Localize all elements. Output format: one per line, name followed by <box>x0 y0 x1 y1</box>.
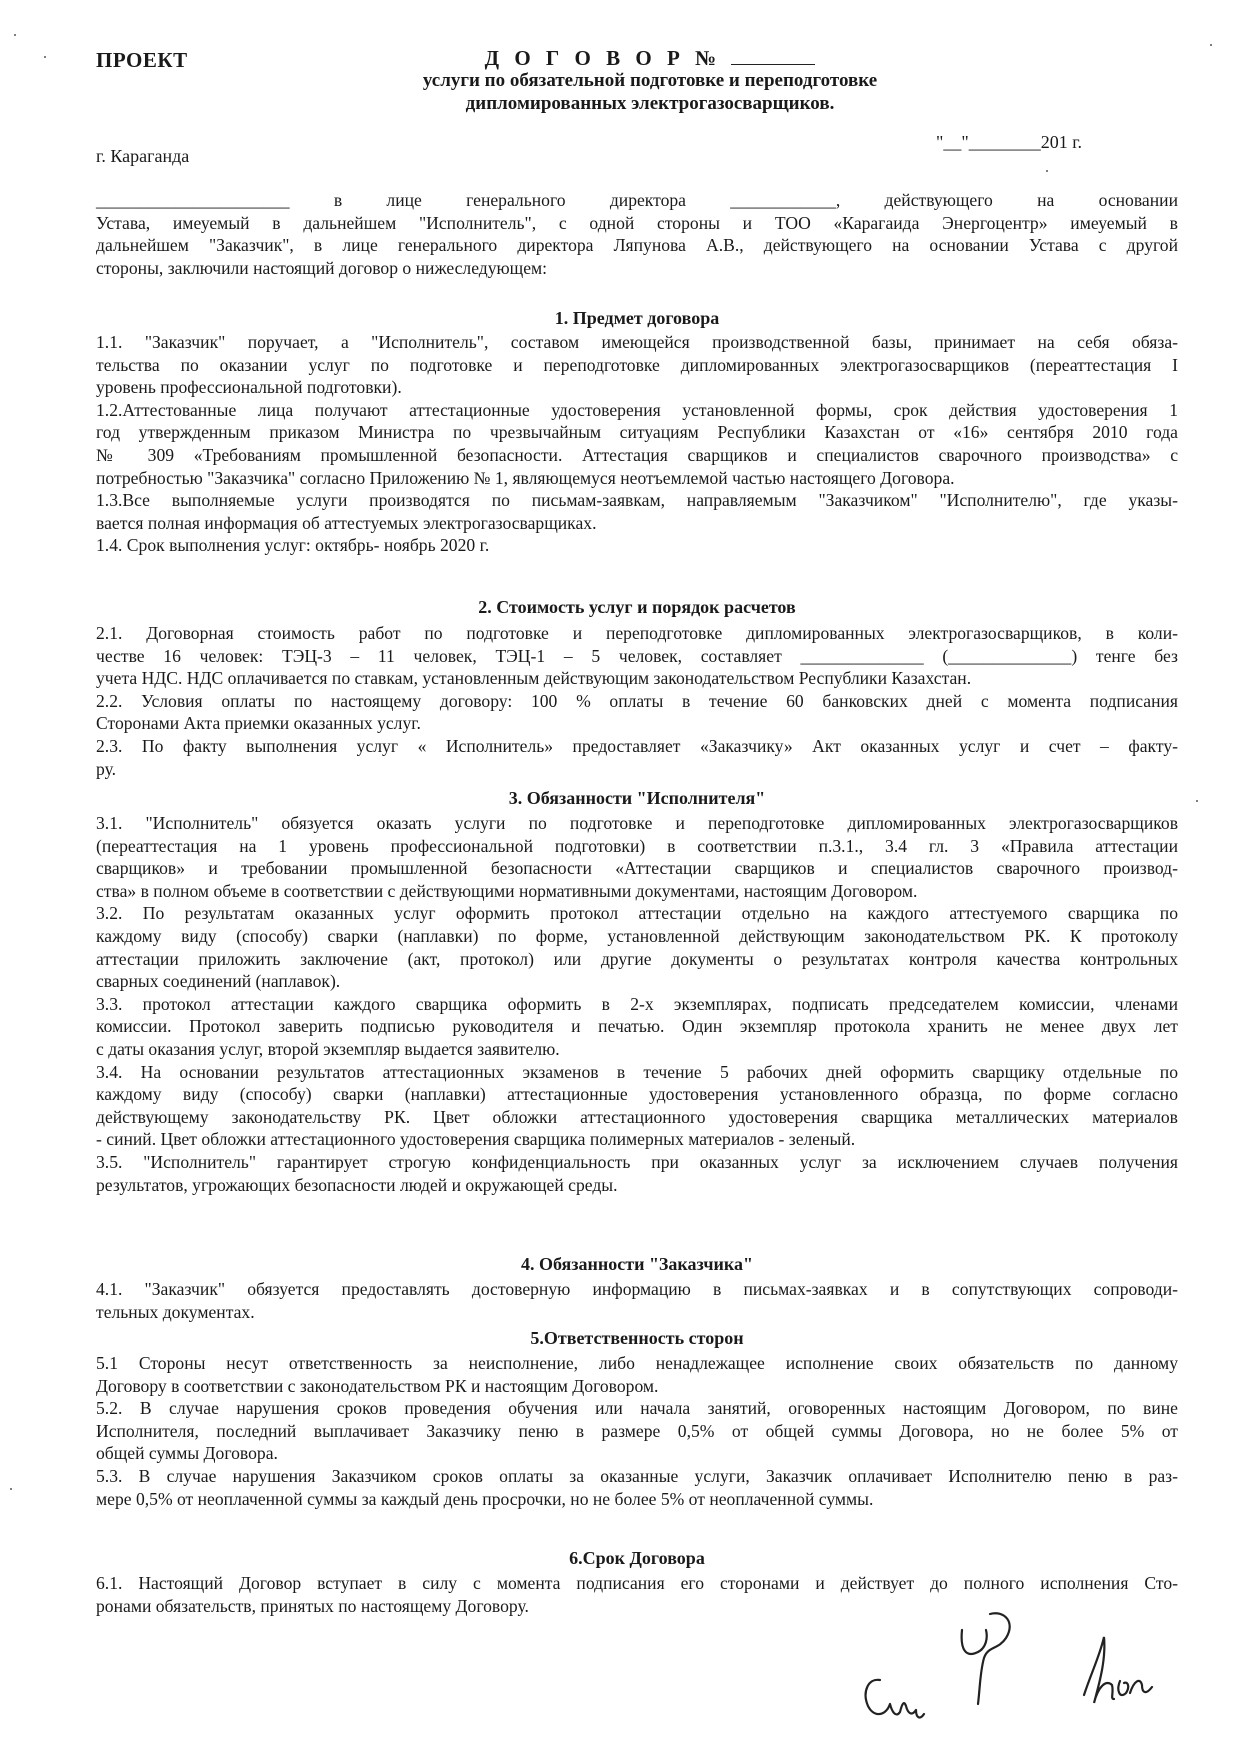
section-line: 3.2. По результатам оказанных услуг оформить протокол аттестации отдельно на каждого аттестуемого сварщика по <box>96 903 1178 924</box>
section-title: 4. Обязанности "Заказчика" <box>520 1254 754 1274</box>
section-line: действующему законодательству РК. Цвет обложки аттестационного удостоверения сварщика металлических материалов <box>96 1106 1178 1127</box>
preamble-line: ______________________ в лице генерального директора ____________, действующего на основании <box>96 190 1178 210</box>
section-line: 1.1. "Заказчик" поручает, а "Исполнитель", составом имеющейся производственной базы, принимает на себя обяза- <box>96 332 1178 352</box>
section-line: каждому виду (способу) сварки (наплавки) по форме, установленной действующим законодательством РК. К протоколу <box>96 925 1178 946</box>
section-line: 3.4. На основании результатов аттестационных экзаменов в течение 5 рабочих дней оформить сварщику отдельные по <box>96 1061 1178 1082</box>
section-line: 3.3. протокол аттестации каждого сварщика оформить в 2-х экземплярах, подписать председателем комиссии, членами <box>96 993 1178 1014</box>
section-title: 6.Срок Договора <box>569 1548 705 1568</box>
section-line: сварных соединений (наплавок). <box>96 971 341 992</box>
preamble-line: Устава, имеуемый в дальнейшем "Исполнитель", с одной стороны и ТОО «Карагаида Энергоцентр» имеуемый в <box>96 212 1178 233</box>
date: "__"________201 г. <box>936 132 1083 152</box>
section-line: 2.3. По факту выполнения услуг « Исполнитель» предоставляет «Заказчику» Акт оказанных услуг и счет – факту- <box>96 735 1178 756</box>
signature-initial-1 <box>850 1620 930 1730</box>
section-line: 5.3. В случае нарушения Заказчиком сроков оплаты за оказанные услуги, Заказчик оплачивает Исполнителю пеню в раз- <box>96 1465 1178 1486</box>
section-line: результатов, угрожающих безопасности людей и окружающей среды. <box>96 1174 618 1195</box>
preamble <box>96 189 1178 279</box>
signature-initial-2 <box>950 1600 1030 1710</box>
section-body <box>96 812 1178 1196</box>
document-subtitle-line1: услуги по обязательной подготовке и переподготовке <box>422 70 878 91</box>
section-line: Сторонами Акта приемки оказанных услуг. <box>96 713 421 734</box>
section-line: ства» в полном объеме в соответствии с действующими нормативными документами, настоящим Договором. <box>96 880 918 901</box>
section-body <box>96 1352 1178 1510</box>
section-line: 2.1. Договорная стоимость работ по подготовке и переподготовке дипломированных электрогазосварщиков, в коли- <box>96 623 1178 643</box>
section-line: честве 16 человек: ТЭЦ-3 – 11 человек, ТЭЦ-1 – 5 человек, составляет ______________ (______________) тенге без <box>96 645 1178 666</box>
section-line: общей суммы Договора. <box>96 1443 278 1464</box>
section-line: 3.5. "Исполнитель" гарантирует строгую конфиденциальность при оказанных услуг за исключением случаев получения <box>96 1151 1178 1172</box>
section-line: тельства по оказании услуг по подготовке и переподготовке дипломированных электрогазосварщиков (переаттестация I <box>96 354 1178 375</box>
section-line: (переаттестация на 1 уровень профессиональной подготовки) в соответствии п.3.1., 3.4 гл. 3 «Правила аттестации <box>96 835 1178 856</box>
scan-speck <box>44 56 46 58</box>
section-line: Договору в соответствии с законодательством РК и настоящим Договором. <box>96 1375 659 1396</box>
section-line: тельных документах. <box>96 1301 255 1322</box>
section-line: 4.1. "Заказчик" обязуется предоставлять достоверную информацию в письмах-заявках и в сопутствующих сопроводи- <box>96 1279 1178 1299</box>
section-line: уровень профессиональной подготовки). <box>96 377 402 398</box>
section-line: 1.3.Все выполняемые услуги производятся по письмам-заявкам, направляемым "Заказчиком" "Исполнителю", где указы- <box>96 490 1178 511</box>
section-line: ру. <box>96 758 116 779</box>
draft-label: ПРОЕКТ <box>96 48 188 72</box>
section-line: потребностью "Заказчика" согласно Приложению № 1, являющемуся неотъемлемой частью настоящего Договора. <box>96 467 955 488</box>
section-line: 3.1. "Исполнитель" обязуется оказать услуги по подготовке и переподготовке дипломированных электрогазосварщиков <box>96 813 1178 833</box>
section-line: сварщиков» и требовании промышленной безопасности «Аттестации сварщиков и специалистов сварочного производ- <box>96 858 1178 879</box>
section-title: 1. Предмет договора <box>554 308 720 328</box>
section-line: 5.1 Стороны несут ответственность за неисполнение, либо ненадлежащее исполнение своих обязательств по данному <box>96 1353 1178 1373</box>
section-line: вается полная информация об аттестуемых электрогазосварщиках. <box>96 512 597 533</box>
section-line: 5.2. В случае нарушения сроков проведения обучения или начала занятий, оговоренных настоящим Договором, по вине <box>96 1398 1178 1419</box>
section-title: 2. Стоимость услуг и порядок расчетов <box>478 597 796 617</box>
section-body <box>96 331 1178 557</box>
section-line: 1.4. Срок выполнения услуг: октябрь- ноябрь 2020 г. <box>96 535 490 556</box>
preamble-line: стороны, заключили настоящий договор о нижеследующем: <box>96 257 548 278</box>
document-title <box>0 46 1240 71</box>
section-line: аттестации приложить заключение (акт, протокол) или другие документы о результатах контроля качества контрольных <box>96 948 1178 969</box>
section-line: № 309 «Требованиям промышленной безопасности. Аттестация сварщиков и специалистов сварочного производства» с <box>96 444 1178 465</box>
section-body <box>96 622 1178 780</box>
section-line: 1.2.Аттестованные лица получают аттестационные удостоверения установленной формы, срок действия удостоверения 1 <box>96 399 1178 420</box>
scan-speck <box>1196 800 1198 802</box>
section-line: ронами обязательств, принятых по настоящему Договору. <box>96 1595 529 1616</box>
section-line: мере 0,5% от неоплаченной суммы за каждый день просрочки, но не более 5% от неоплаченной суммы. <box>96 1488 874 1509</box>
section-line: Исполнителя, последний выплачивает Заказчику пеню в размере 0,5% от общей суммы Договора, но не более 5% от <box>96 1420 1178 1441</box>
section-line: каждому виду (способу) сварки (наплавки) аттестационные удостоверения установленного образца, по форме согласно <box>96 1084 1178 1105</box>
section-line: год утвержденным приказом Министра по чрезвычайным ситуациям Республики Казахстан от «16» сентября 2010 года <box>96 422 1178 443</box>
preamble-line: дальнейшем "Заказчик", в лице генерального директора Ляпунова А.В., действующего на основании Устава с другой <box>96 235 1178 256</box>
document-title-text: Д О Г О В О Р № <box>484 46 722 70</box>
city: г. Караганда <box>96 146 190 166</box>
section-line: учета НДС. НДС оплачивается по ставкам, установленным действующим законодательством Республики Казахстан. <box>96 668 972 689</box>
section-title: 5.Ответственность сторон <box>530 1328 744 1348</box>
section-title: 3. Обязанности "Исполнителя" <box>508 788 766 808</box>
section-line: - синий. Цвет обложки аттестационного удостоверения сварщика полимерных материалов - зеленый. <box>96 1129 856 1150</box>
scan-speck <box>1210 44 1212 46</box>
scan-speck <box>1046 170 1048 172</box>
signature-initial-3 <box>1070 1615 1170 1725</box>
section-line: с даты оказания услуг, второй экземпляр выдается заявителю. <box>96 1038 560 1059</box>
section-body <box>96 1278 1178 1323</box>
section-line: 2.2. Условия оплаты по настоящему договору: 100 % оплаты в течение 60 банковских дней с момента подписания <box>96 690 1178 711</box>
scan-speck <box>10 1488 12 1490</box>
scan-speck <box>14 34 16 36</box>
section-line: 6.1. Настоящий Договор вступает в силу с момента подписания его сторонами и действует до полного исполнения Сто- <box>96 1573 1178 1593</box>
contract-number-blank <box>731 46 815 65</box>
section-line: комиссии. Протокол заверить подписью руководителя и печатью. Один экземпляр протокола хранить не менее двух лет <box>96 1016 1178 1037</box>
document-subtitle-line2: дипломированных электрогазосварщиков. <box>465 93 835 114</box>
